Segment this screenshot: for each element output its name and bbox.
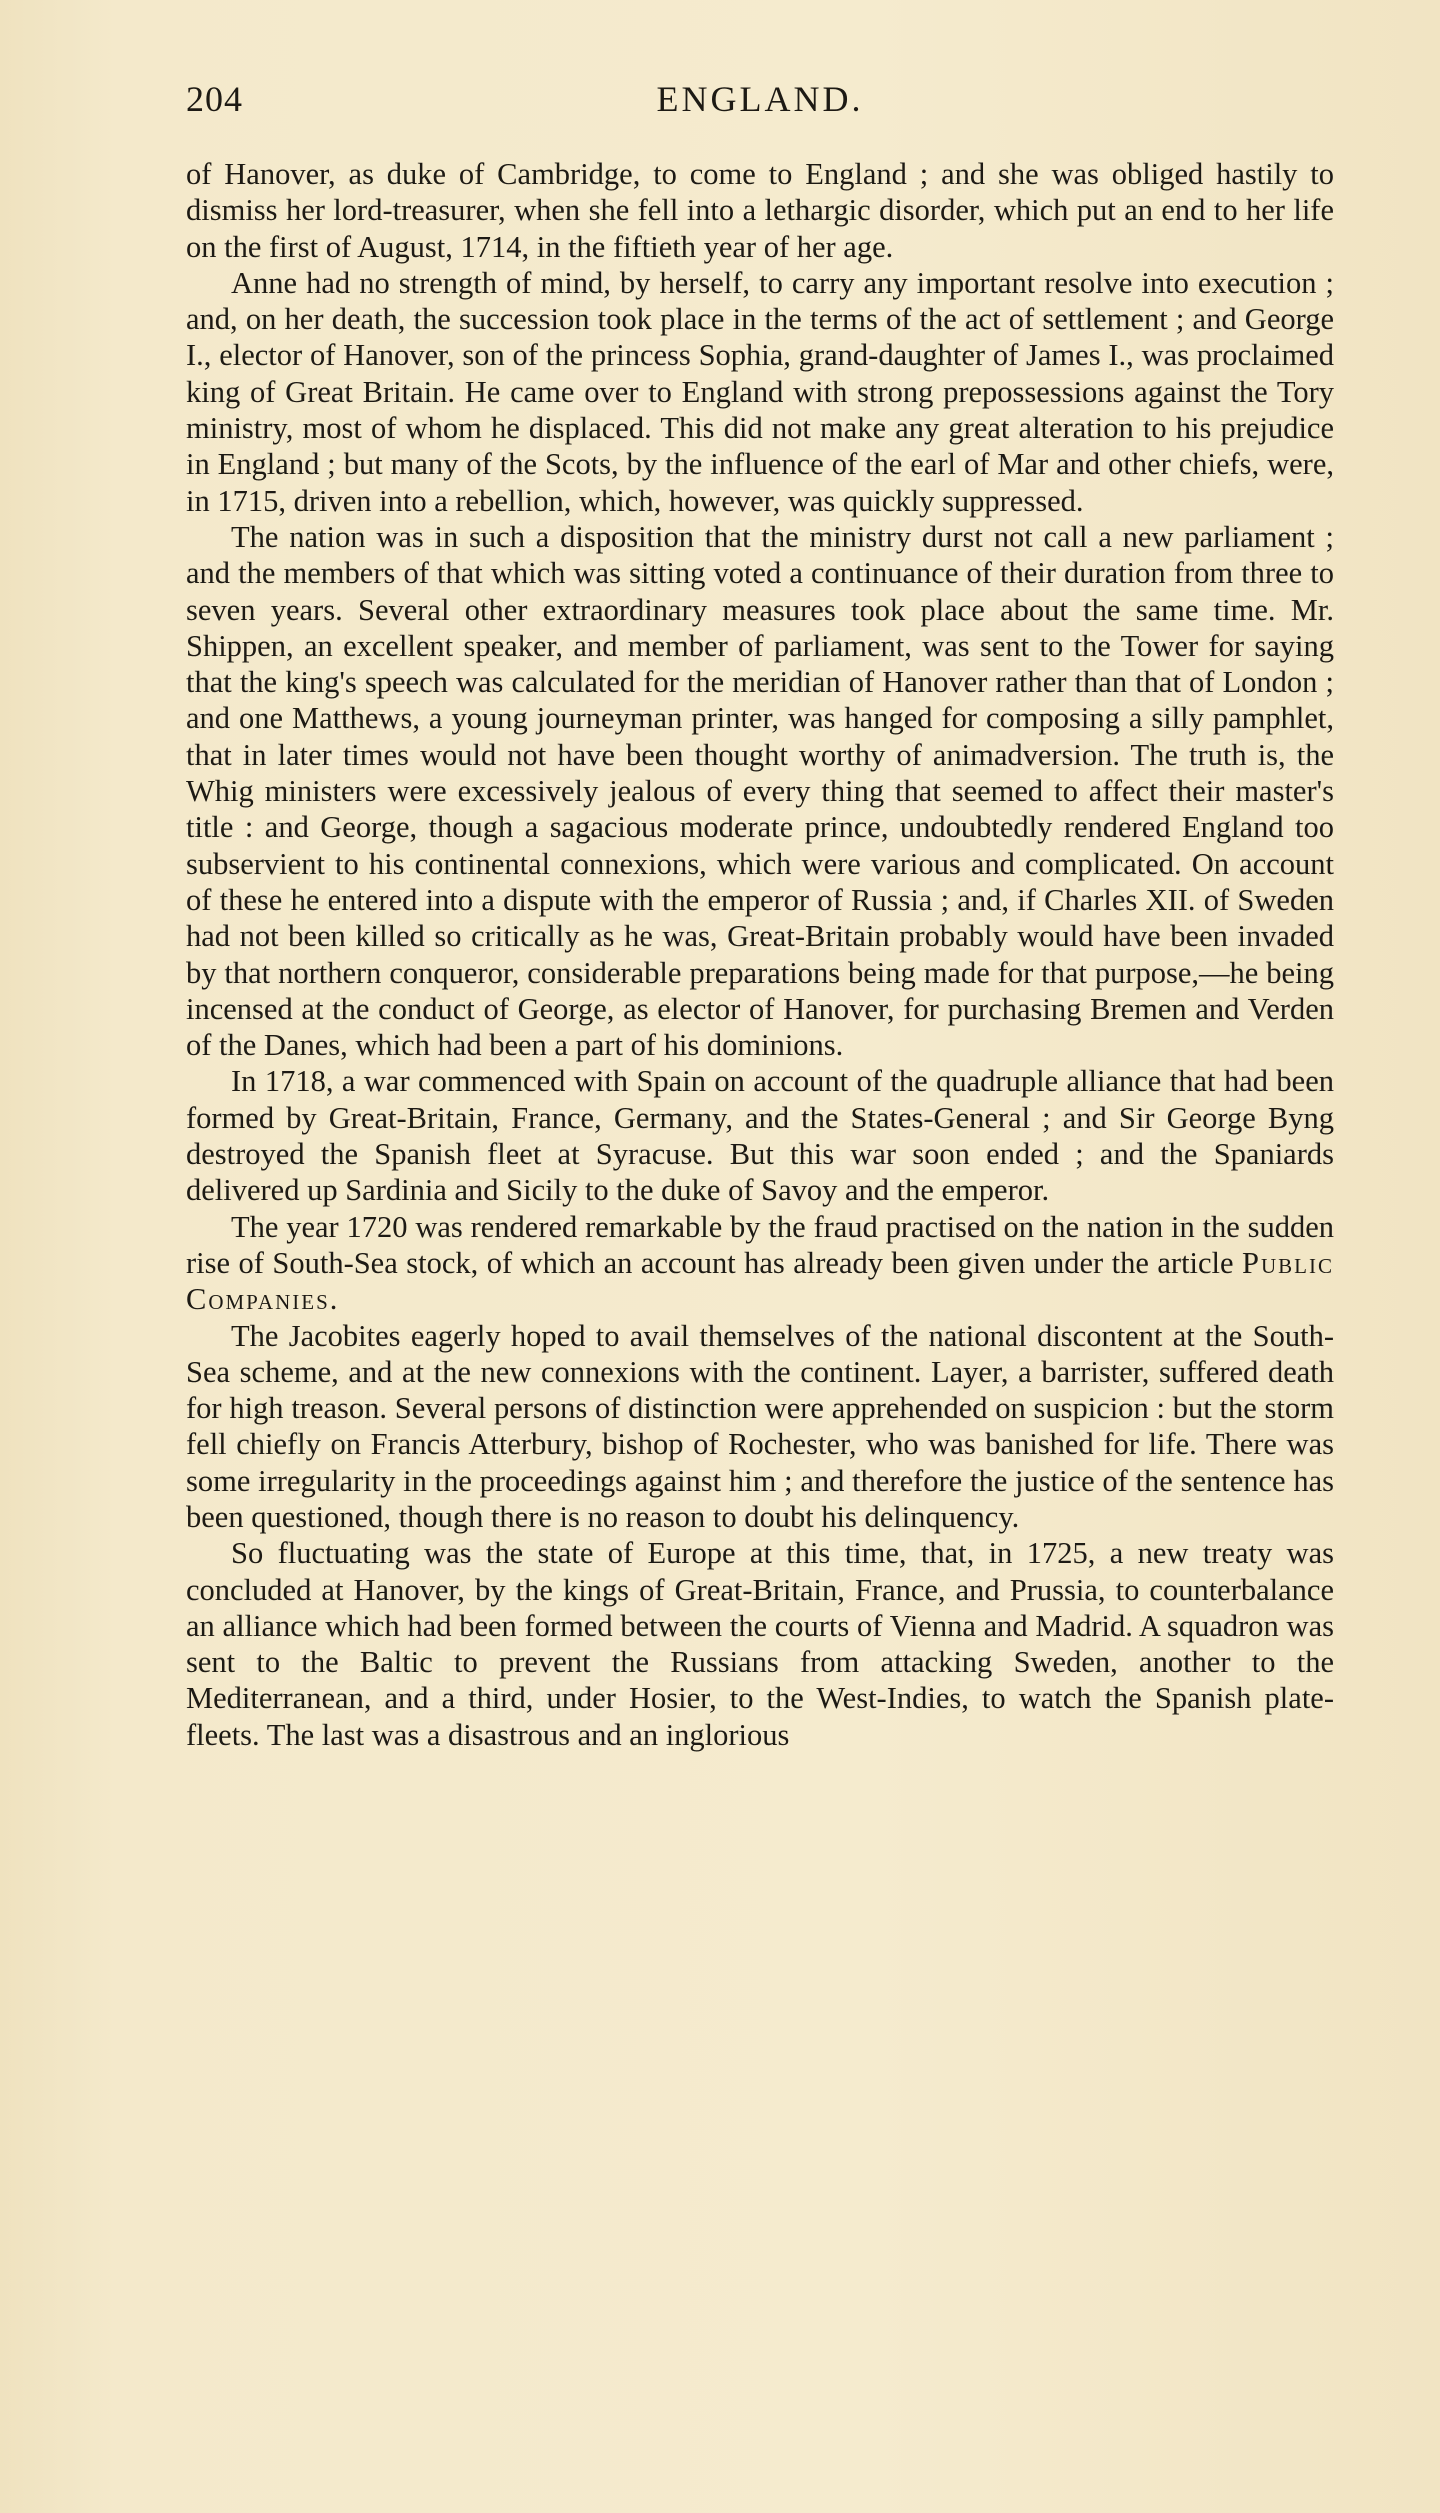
body-text [186, 156, 1334, 1753]
public-companies-reference: Public Companies [186, 1245, 1334, 1317]
page-number: 204 [186, 79, 243, 119]
paragraph-2: Anne had no strength of mind, by herself, to carry any important resolve into execution ; and, on her death, the succession took place in the terms of the act of settlement ; and George I., elector of Hanover, son of the princess Sophia, grand-daughter of James I., was proclaimed king of Great Britain. He came over to England with strong prepossessions against the Tory ministry, most of whom he displaced. This did not make any great alteration to his prejudice in England ; but many of the Scots, by the influence of the earl of Mar and other chiefs, were, in 1715, driven into a rebellion, which, however, was quickly suppressed. [186, 265, 1334, 518]
paragraph-5-end: . [329, 1282, 338, 1317]
paragraph-1: of Hanover, as duke of Cambridge, to come to England ; and she was obliged hastily to dismiss her lord-treasurer, when she fell into a lethargic disorder, which put an end to her life on the first of August, 1714, in the fiftieth year of her age. [186, 157, 1334, 264]
paragraph-5-text: The year 1720 was rendered remarkable by the fraud practised on the nation in the sudden rise of South-Sea stock, of which an account has already been given under the article [186, 1209, 1334, 1280]
paragraph-4: In 1718, a war commenced with Spain on account of the quadruple alliance that had been formed by Great-Britain, France, Germany, and the States-General ; and Sir George Byng destroyed the Spanish fleet at Syracuse. But this war soon ended ; and the Spaniards delivered up Sardinia and Sicily to the duke of Savoy and the emperor. [186, 1064, 1334, 1208]
paragraph-6: The Jacobites eagerly hoped to avail themselves of the national discontent at the South-Sea scheme, and at the new connexions with the continent. Layer, a barrister, suffered death for high treason. Several persons of distinction were apprehended on suspicion : but the storm fell chiefly on Francis Atterbury, bishop of Rochester, who was banished for life. There was some irregularity in the proceedings against him ; and therefore the justice of the sentence has been questioned, though there is no reason to doubt his delinquency. [186, 1318, 1334, 1534]
paragraph-5 [186, 1209, 1334, 1318]
running-title: ENGLAND. [656, 79, 864, 119]
page-header [186, 78, 1334, 134]
paragraph-7: So fluctuating was the state of Europe at this time, that, in 1725, a new treaty was concluded at Hanover, by the kings of Great-Britain, France, and Prussia, to counterbalance an alliance which had been formed between the courts of Vienna and Madrid. A squadron was sent to the Baltic to prevent the Russians from attacking Sweden, another to the Mediterranean, and a third, under Hosier, to the West-Indies, to watch the Spanish plate-fleets. The last was a disastrous and an inglorious [186, 1536, 1334, 1752]
paragraph-3: The nation was in such a disposition that the ministry durst not call a new parliament ; and the members of that which was sitting voted a continuance of their duration from three to seven years. Several other extraordinary measures took place about the same time. Mr. Shippen, an excellent speaker, and member of parliament, was sent to the Tower for saying that the king's speech was calculated for the meridian of Hanover rather than that of London ; and one Matthews, a young journeyman printer, was hanged for composing a silly pamphlet, that in later times would not have been thought worthy of animadversion. The truth is, the Whig ministers were excessively jealous of every thing that seemed to affect their master's title : and George, though a sagacious moderate prince, undoubtedly rendered England too subservient to his continental connexions, which were various and complicated. On account of these he entered into a dispute with the emperor of Russia ; and, if Charles XII. of Sweden had not been killed so critically as he was, Great-Britain probably would have been invaded by that northern conqueror, considerable preparations being made for that purpose,—he being incensed at the conduct of George, as elector of Hanover, for purchasing Bremen and Verden of the Danes, which had been a part of his dominions. [186, 519, 1334, 1063]
